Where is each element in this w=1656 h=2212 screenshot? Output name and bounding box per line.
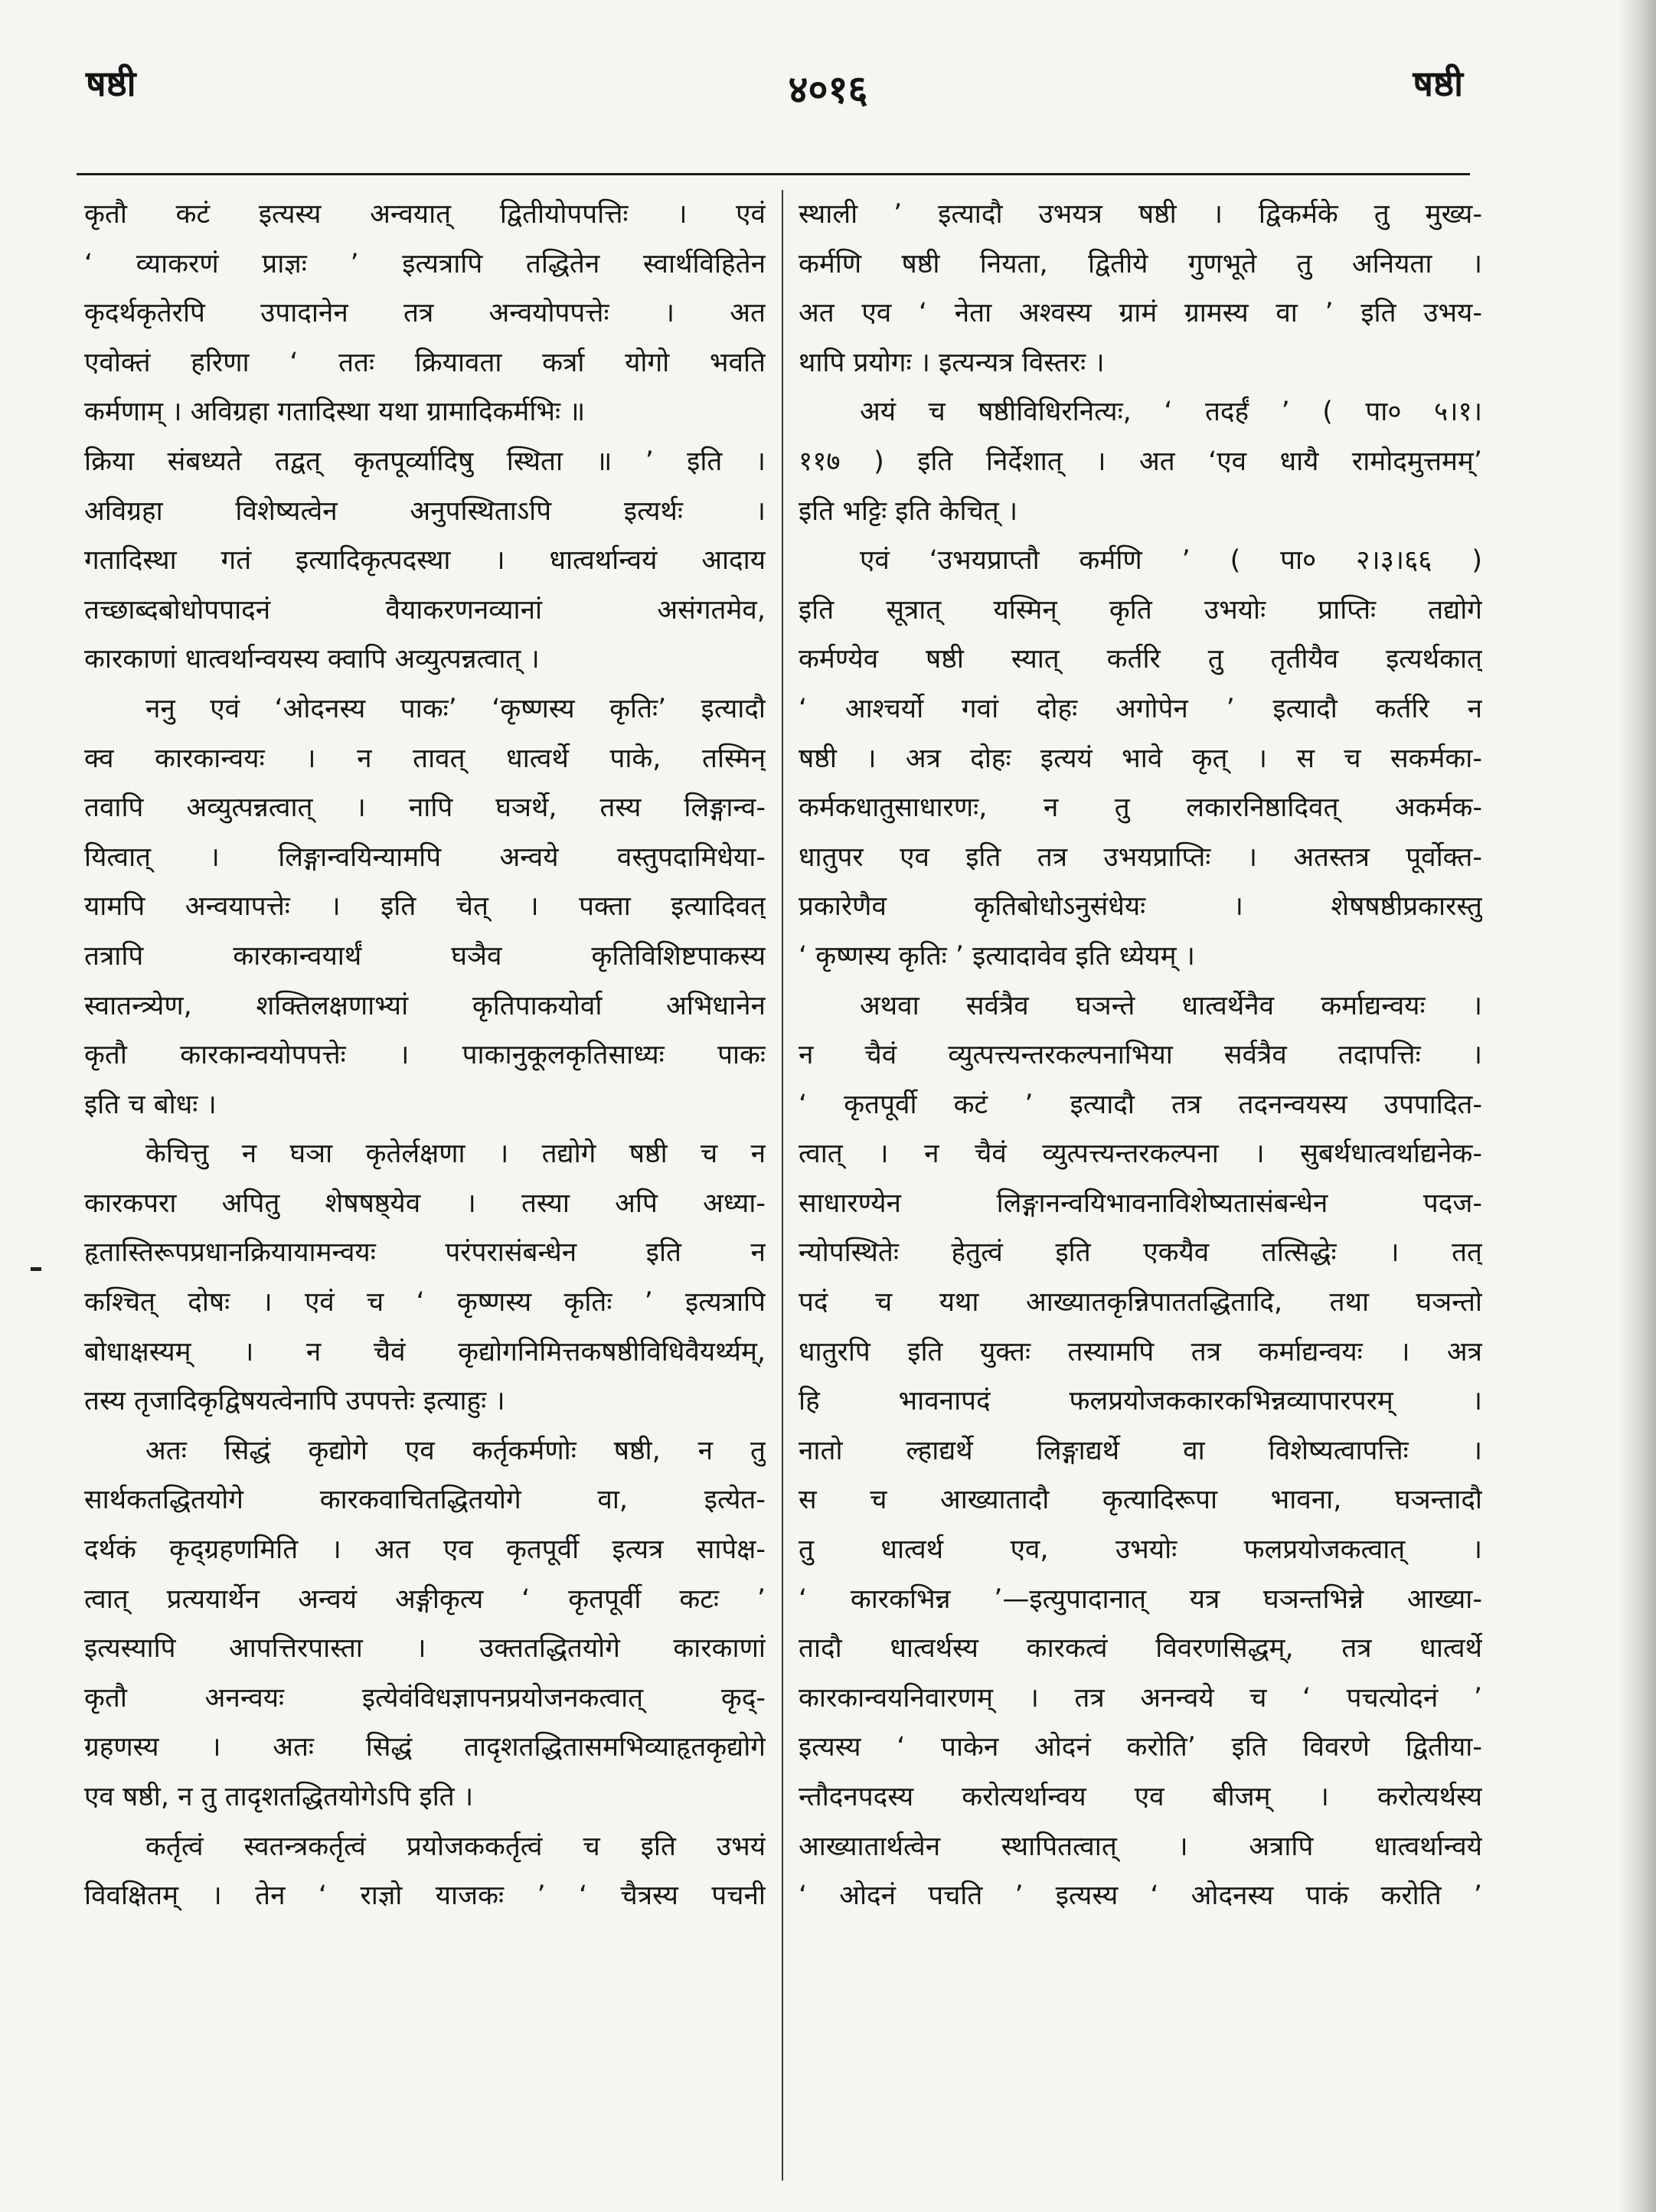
text-line: यित्वात् । लिङ्गान्वयिन्यामपि अन्वये वस्तुपदामिधेया- bbox=[84, 841, 766, 873]
text-line: कारकान्वयनिवारणम् । तत्र अनन्वये च ‘ पचत्योदनं ’ bbox=[799, 1682, 1482, 1714]
text-line: नातो ल्हाद्यर्थे लिङ्गाद्यर्थे वा विशेष्यत्वापत्तिः । bbox=[799, 1435, 1482, 1466]
text-line: न्योपस्थितेः हेतुत्वं इति एकयैव तत्सिद्धेः । तत् bbox=[799, 1237, 1482, 1269]
text-line: प्रकारेणैव कृतिबोधोऽनुसंधेयः । शेषषष्ठीप्रकारस्तु bbox=[799, 891, 1482, 923]
text-line: क्रिया संबध्यते तद्वत् कृतपूर्व्यादिषु स्थिता ॥ ’ इति । bbox=[84, 446, 766, 477]
text-line: एवोक्तं हरिणा ‘ ततः क्रियावता कर्त्रा योगो भवति bbox=[84, 347, 766, 378]
text-line: कृतौ अनन्वयः इत्येवंविधज्ञापनप्रयोजनकत्वात् कृद्- bbox=[84, 1682, 766, 1714]
text-line: इत्यस्यापि आपत्तिरपास्ता । उक्ततद्धितयोगे कारकाणां bbox=[84, 1633, 766, 1665]
text-line: यामपि अन्वयापत्तेः । इति चेत् । पक्ता इत्यादिवत् bbox=[84, 891, 766, 923]
text-line: इति च बोधः । bbox=[84, 1089, 217, 1120]
text-line: षष्ठी । अत्र दोहः इत्ययं भावे कृत् । स च सकर्मका- bbox=[799, 743, 1482, 774]
text-line: धातुपर एव इति तत्र उभयप्राप्तिः । अतस्तत्र पूर्वोक्त- bbox=[799, 841, 1482, 873]
text-line: त्वात् । न चैवं व्युत्पत्त्यन्तरकल्पना । सुबर्थधात्वर्थाद्यनेक- bbox=[799, 1139, 1482, 1170]
text-line: कृतौ कटं इत्यस्य अन्वयात् द्वितीयोपपत्तिः । एवं bbox=[84, 199, 766, 230]
page-edge-shadow bbox=[1618, 0, 1656, 2212]
text-line: स च आख्यातादौ कृत्यादिरूपा भावना, घञन्तादौ bbox=[799, 1485, 1482, 1516]
header-left-title: षष्ठी bbox=[86, 63, 136, 104]
text-line: क्व कारकान्वयः । न तावत् धात्वर्थे पाके, तस्मिन् bbox=[84, 743, 766, 774]
text-line: स्वातन्त्र्येण, शक्तिलक्षणाभ्यां कृतिपाकयोर्वा अभिधानेन bbox=[84, 990, 766, 1021]
text-line: अतः सिद्धं कृद्योगे एव कर्तृकर्मणोः षष्ठी, न तु bbox=[145, 1435, 766, 1466]
margin-mark bbox=[31, 1267, 41, 1271]
page-number: ४०१६ bbox=[788, 67, 868, 112]
text-line: दर्थकं कृद्ग्रहणमिति । अत एव कृतपूर्वी इत्यत्र सापेक्ष- bbox=[84, 1534, 766, 1566]
left-column bbox=[84, 190, 766, 1921]
text-line: न्तौदनपदस्य करोत्यर्थान्वय एव बीजम् । करोत्यर्थस्य bbox=[799, 1782, 1482, 1812]
text-line: धातुरपि इति युक्तः तस्यामपि तत्र कर्माद्यन्वयः । अत्र bbox=[799, 1336, 1482, 1367]
text-line: तस्य तृजादिकृद्विषयत्वेनापि उपपत्तेः इत्याहुः । bbox=[84, 1386, 505, 1417]
text-line: ‘ व्याकरणं प्राज्ञः ’ इत्यत्रापि तद्धितेन स्वार्थविहितेन bbox=[84, 248, 766, 279]
text-line: तवापि अव्युत्पन्नत्वात् । नापि घञर्थे, तस्य लिङ्गान्व- bbox=[84, 792, 766, 824]
text-line: आख्यातार्थत्वेन स्थापितत्वात् । अत्रापि धात्वर्थान्वये bbox=[799, 1831, 1482, 1862]
text-line: कश्चित् दोषः । एवं च ‘ कृष्णस्य कृतिः ’ इत्यत्रापि bbox=[84, 1287, 766, 1318]
text-line: ‘ ओदनं पचति ’ इत्यस्य ‘ ओदनस्य पाकं करोति ’ bbox=[799, 1880, 1482, 1912]
text-line: अयं च षष्ठीविधिरनित्यः, ‘ तदर्हं ’ ( पा० ५।१। bbox=[860, 397, 1482, 428]
text-line: कृदर्थकृतेरपि उपादानेन तत्र अन्वयोपपत्तेः । अत bbox=[84, 298, 766, 329]
text-line: न चैवं व्युत्पत्त्यन्तरकल्पनाभिया सर्वत्रैव तदापत्तिः । bbox=[799, 1040, 1482, 1071]
text-line: अविग्रहा विशेष्यत्वेन अनुपस्थिताऽपि इत्यर्थः । bbox=[84, 495, 766, 527]
text-line: हि भावनापदं फलप्रयोजककारकभिन्नव्यापारपरम् । bbox=[799, 1386, 1482, 1417]
text-line: इत्यस्य ‘ पाकेन ओदनं करोति’ इति विवरणे द्वितीया- bbox=[799, 1732, 1482, 1763]
text-line: त्वात् प्रत्ययार्थेन अन्वयं अङ्गीकृत्य ‘ कृतपूर्वी कटः ’ bbox=[84, 1583, 766, 1615]
text-line: ‘ कारकभिन्न ’—इत्युपादानात् यत्र घञन्तभिन्ने आख्या- bbox=[799, 1583, 1482, 1615]
text-line: अथवा सर्वत्रैव घञन्ते धात्वर्थेनैव कर्माद्यन्वयः । bbox=[860, 990, 1482, 1021]
text-line: ‘ कृष्णस्य कृतिः ’ इत्यादावेव इति ध्येयम् । bbox=[799, 940, 1195, 972]
text-line: कारकपरा अपितु शेषषष्ठ्येव । तस्या अपि अध्या- bbox=[84, 1188, 766, 1219]
text-line: पदं च यथा आख्यातकृन्निपाततद्धितादि, तथा घञन्तो bbox=[799, 1287, 1482, 1318]
text-line: ११७ ) इति निर्देशात् । अत ‘एव धायै रामोदमुत्तमम्’ bbox=[799, 446, 1482, 477]
text-line: विवक्षितम् । तेन ‘ राज्ञो याजकः ’ ‘ चैत्रस्य पचनी bbox=[84, 1880, 766, 1912]
header-right-title: षष्ठी bbox=[1413, 63, 1463, 104]
text-line: स्थाली ’ इत्यादौ उभयत्र षष्ठी । द्विकर्मके तु मुख्य- bbox=[799, 199, 1482, 230]
header-rule bbox=[77, 173, 1470, 175]
text-line: कर्मणि षष्ठी नियता, द्वितीये गुणभूते तु अनियता । bbox=[799, 248, 1482, 279]
text-line: तच्छाब्दबोधोपपादनं वैयाकरणनव्यानां असंगतमेव, bbox=[84, 594, 766, 626]
text-line: अत एव ‘ नेता अश्वस्य ग्रामं ग्रामस्य वा ’ इति उभय- bbox=[799, 298, 1482, 329]
text-line: इति सूत्रात् यस्मिन् कृति उभयोः प्राप्तिः तद्योगे bbox=[799, 594, 1482, 626]
text-line: ननु एवं ‘ओदनस्य पाकः’ ‘कृष्णस्य कृतिः’ इत्यादौ bbox=[145, 693, 766, 724]
text-line: हृतास्तिरूपप्रधानक्रियायामन्वयः परंपरासंबन्धेन इति न bbox=[84, 1237, 766, 1269]
column-divider bbox=[782, 190, 783, 2181]
text-line: ‘ कृतपूर्वी कटं ’ इत्यादौ तत्र तदनन्वयस्य उपपादित- bbox=[799, 1089, 1482, 1120]
text-line: एवं ‘उभयप्राप्तौ कर्मणि ’ ( पा० २।३।६६ ) bbox=[860, 545, 1482, 577]
text-line: केचित्तु न घञा कृतेर्लक्षणा । तद्योगे षष्ठी च न bbox=[145, 1139, 766, 1170]
text-line: कर्मण्येव षष्ठी स्यात् कर्तरि तु तृतीयैव इत्यर्थकात् bbox=[799, 644, 1482, 675]
text-line: ‘ आश्चर्यो गवां दोहः अगोपेन ’ इत्यादौ कर्तरि न bbox=[799, 693, 1482, 724]
text-line: कारकाणां धात्वर्थान्वयस्य क्वापि अव्युत्पन्नत्वात् । bbox=[84, 644, 540, 675]
text-line: ग्रहणस्य । अतः सिद्धं तादृशतद्धितासमभिव्याहृतकृद्योगे bbox=[84, 1732, 766, 1763]
text-line: सार्थकतद्धितयोगे कारकवाचितद्धितयोगे वा, इत्येत- bbox=[84, 1485, 766, 1516]
text-line: इति भट्टिः इति केचित् । bbox=[799, 495, 1018, 527]
text-line: बोधाक्षस्यम् । न चैवं कृद्योगनिमित्तकषष्ठीविधिवैयर्थ्यम्, bbox=[84, 1336, 766, 1367]
text-line: तादौ धात्वर्थस्य कारकत्वं विवरणसिद्धम्, तत्र धात्वर्थे bbox=[799, 1633, 1482, 1665]
text-line: तु धात्वर्थ एव, उभयोः फलप्रयोजकत्वात् । bbox=[799, 1534, 1482, 1566]
text-line: तत्रापि कारकान्वयार्थं घञैव कृतिविशिष्टपाकस्य bbox=[84, 940, 766, 972]
text-line: कर्मकधातुसाधारणः, न तु लकारनिष्ठादिवत् अकर्मक- bbox=[799, 792, 1482, 824]
text-line: कर्मणाम् । अविग्रहा गतादिस्था यथा ग्रामादिकर्मभिः ॥ bbox=[84, 397, 586, 428]
text-line: कर्तृत्वं स्वतन्त्रकर्तृत्वं प्रयोजककर्तृत्वं च इति उभयं bbox=[145, 1831, 766, 1862]
text-line: कृतौ कारकान्वयोपपत्तेः । पाकानुकूलकृतिसाध्यः पाकः bbox=[84, 1040, 766, 1071]
right-column bbox=[799, 190, 1482, 1921]
text-line: एव षष्ठी, न तु तादृशतद्धितयोगेऽपि इति । bbox=[84, 1782, 474, 1812]
text-line: थापि प्रयोगः । इत्यन्यत्र विस्तरः । bbox=[799, 347, 1105, 378]
text-line: साधारण्येन लिङ्गानन्वयिभावनाविशेष्यतासंबन्धेन पदज- bbox=[799, 1188, 1482, 1219]
text-line: गतादिस्था गतं इत्यादिकृत्पदस्था । धात्वर्थान्वयं आदाय bbox=[84, 545, 766, 577]
